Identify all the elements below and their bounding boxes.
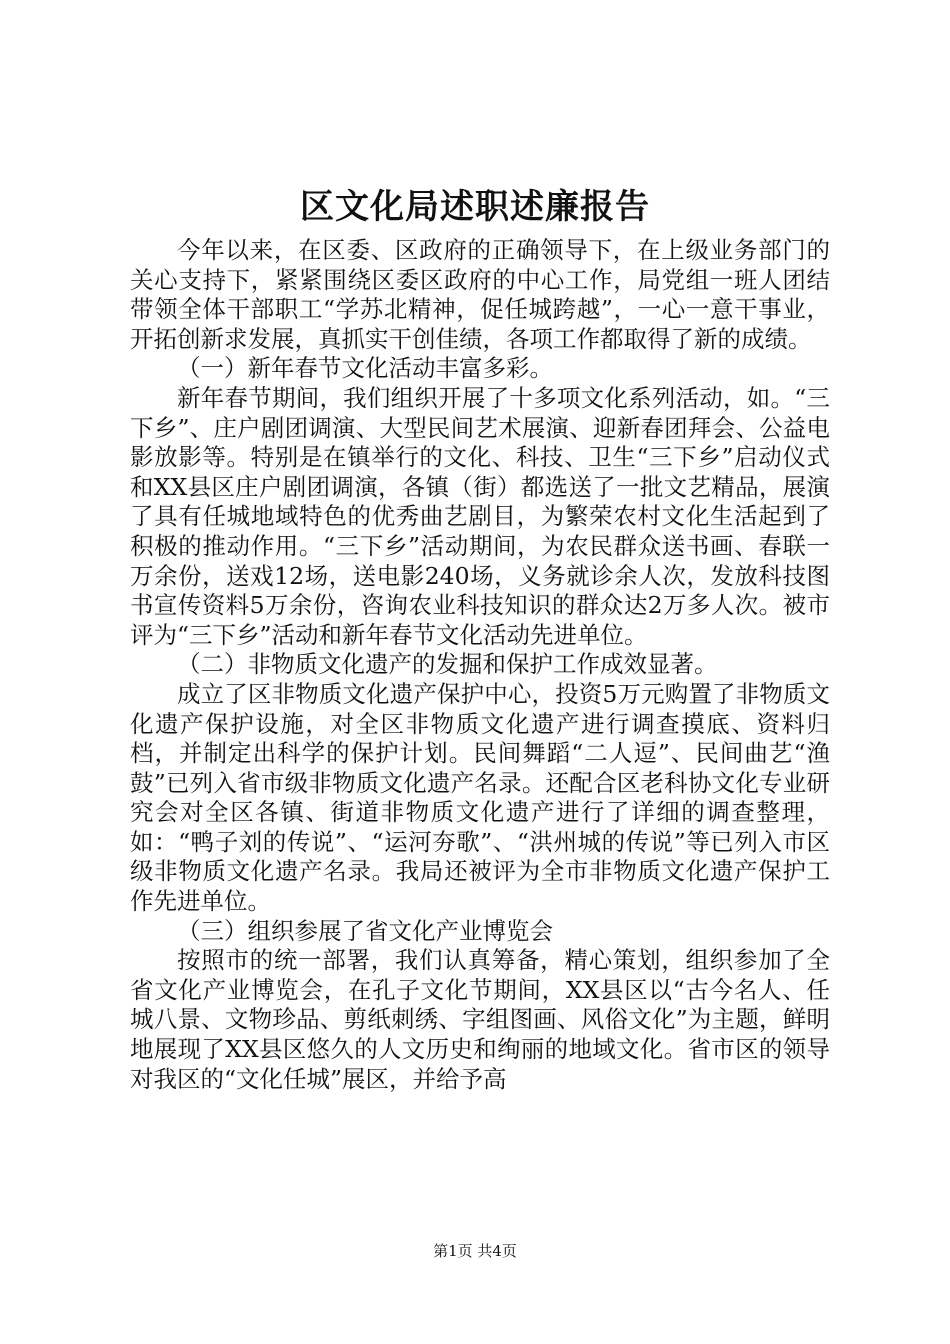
document-body bbox=[130, 236, 830, 1094]
section-heading-3: （三）组织参展了省文化产业博览会 bbox=[177, 916, 553, 945]
paragraph-section-3: 按照市的统一部署，我们认真筹备，精心策划，组织参加了全省文化产业博览会，在孔子文化节期间，XX县区以“古今名人、任城八景、文物珍品、剪纸刺绣、字组图画、风俗文化”为主题，鲜明地展现了XX县区悠久的人文历史和绚丽的地域文化。省市区的领导对我区的“文化任城”展区，并给予高 bbox=[130, 946, 830, 1093]
document-title: 区文化局述职述廉报告 bbox=[300, 187, 650, 227]
paragraph-intro: 今年以来，在区委、区政府的正确领导下，在上级业务部门的关心支持下，紧紧围绕区委区政府的中心工作，局党组一班人团结带领全体干部职工“学苏北精神，促任城跨越”，一心一意干事业，开拓创新求发展，真抓实干创佳绩，各项工作都取得了新的成绩。 bbox=[130, 236, 830, 353]
paragraph-section-2: 成立了区非物质文化遗产保护中心，投资5万元购置了非物质文化遗产保护设施，对全区非物质文化遗产进行调查摸底、资料归档，并制定出科学的保护计划。民间舞蹈“二人逗”、民间曲艺“渔鼓”已列入省市级非物质文化遗产名录。还配合区老科协文化专业研究会对全区各镇、街道非物质文化遗产进行了详细的调查整理，如：“鸭子刘的传说”、“运河夯歌”、“洪州城的传说”等已列入市区级非物质文化遗产名录。我局还被评为全市非物质文化遗产保护工作先进单位。 bbox=[130, 679, 830, 916]
paragraph-section-1: 新年春节期间，我们组织开展了十多项文化系列活动，如。“三下乡”、庄户剧团调演、大型民间艺术展演、迎新春团拜会、公益电影放影等。特别是在镇举行的文化、科技、卫生“三下乡”启动仪式和XX县区庄户剧团调演，各镇（街）都选送了一批文艺精品，展演了具有任城地域特色的优秀曲艺剧目，为繁荣农村文化生活起到了积极的推动作用。“三下乡”活动期间，为农民群众送书画、春联一万余份，送戏12场，送电影240场，义务就诊余人次，发放科技图书宣传资料5万余份，咨询农业科技知识的群众达2万多人次。被市评为“三下乡”活动和新年春节文化活动先进单位。 bbox=[130, 383, 830, 649]
page-footer: 第1页 共4页 bbox=[433, 1242, 517, 1260]
section-heading-2: （二）非物质文化遗产的发掘和保护工作成效显著。 bbox=[177, 650, 718, 679]
section-heading-1: （一）新年春节文化活动丰富多彩。 bbox=[177, 354, 553, 383]
